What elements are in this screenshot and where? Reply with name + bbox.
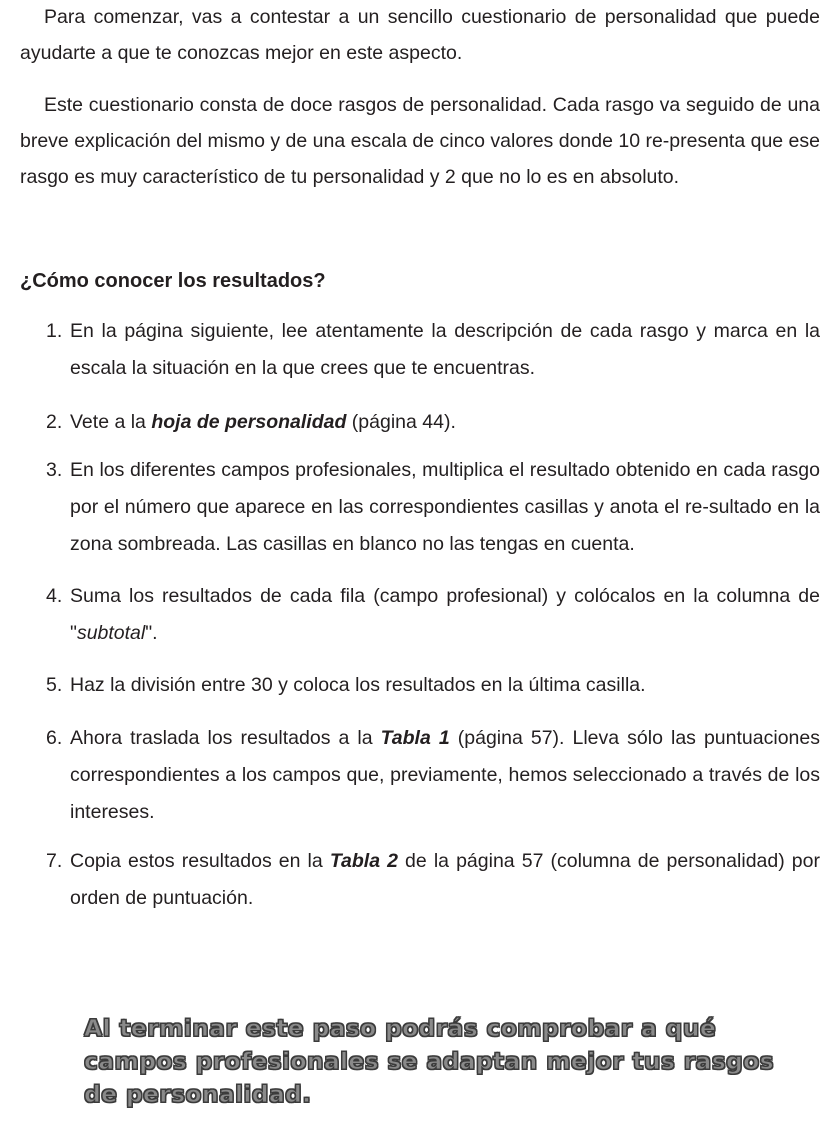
step-item-7 — [46, 843, 820, 917]
step-text: Haz la división entre 30 y coloca los resultados en la última casilla. — [70, 674, 646, 696]
step-item-1 — [46, 313, 820, 387]
step-text — [70, 578, 820, 652]
step-text-part: Suma los resultados de cada fila (campo profesional) y colócalos en la columna de " — [70, 585, 820, 644]
step-number: 1. — [46, 320, 63, 342]
step-item-6 — [46, 720, 820, 831]
step-text-part: ". — [145, 622, 158, 644]
step-number: 4. — [46, 585, 63, 607]
step-text — [70, 404, 820, 441]
step-text-part: (página 44). — [346, 411, 456, 433]
step-emphasis: subtotal — [76, 622, 146, 644]
step-emphasis: Tabla 1 — [380, 727, 450, 749]
intro-paragraph-1: Para comenzar, vas a contestar a un sencillo cuestionario de personalidad que puede ayudarte a que te conozcas mejor en este aspecto. — [20, 6, 820, 64]
step-item-2 — [46, 404, 820, 441]
closing-statement: Al terminar este paso podrás comprobar a qué campos profesionales se adaptan mejor tus rasgos de personalidad. — [84, 1014, 774, 1108]
step-item-3 — [46, 452, 820, 563]
step-emphasis: hoja de personalidad — [151, 411, 347, 433]
step-text-part: Vete a la — [70, 411, 152, 433]
step-number: 2. — [46, 411, 63, 433]
step-number: 7. — [46, 850, 63, 872]
step-text — [70, 843, 820, 917]
step-text: En la página siguiente, lee atentamente la descripción de cada rasgo y marca en la escala la situación en la que crees que te encuentras. — [70, 320, 820, 379]
step-text — [70, 720, 820, 831]
step-emphasis: Tabla 2 — [329, 850, 398, 872]
intro-paragraph-2: Este cuestionario consta de doce rasgos de personalidad. Cada rasgo va seguido de una breve explicación del mismo y de una escala de cinco valores donde 10 re-presenta que ese rasgo es muy característico de tu personalidad y 2 que no lo es en absoluto. — [20, 94, 820, 188]
step-number: 6. — [46, 727, 63, 749]
step-text-part: de la página 57 (columna de personalidad) por orden de puntuación. — [70, 850, 820, 909]
step-item-4 — [46, 578, 820, 652]
step-number: 3. — [46, 459, 63, 481]
section-heading: ¿Cómo conocer los resultados? — [20, 270, 326, 292]
step-number: 5. — [46, 674, 63, 696]
step-text-part: Ahora traslada los resultados a la — [70, 727, 381, 749]
step-text-part: (página 57). Lleva sólo las puntuaciones correspondientes a los campos que, previamente, hemos seleccionado a través de los intereses. — [70, 727, 820, 823]
step-item-5 — [46, 667, 820, 704]
step-text: En los diferentes campos profesionales, multiplica el resultado obtenido en cada rasgo por el número que aparece en las correspondientes casillas y anota el re-sultado en la zona sombreada. Las casillas en blanco no las tengas en cuenta. — [70, 459, 820, 555]
step-text-part: Copia estos resultados en la — [70, 850, 330, 872]
